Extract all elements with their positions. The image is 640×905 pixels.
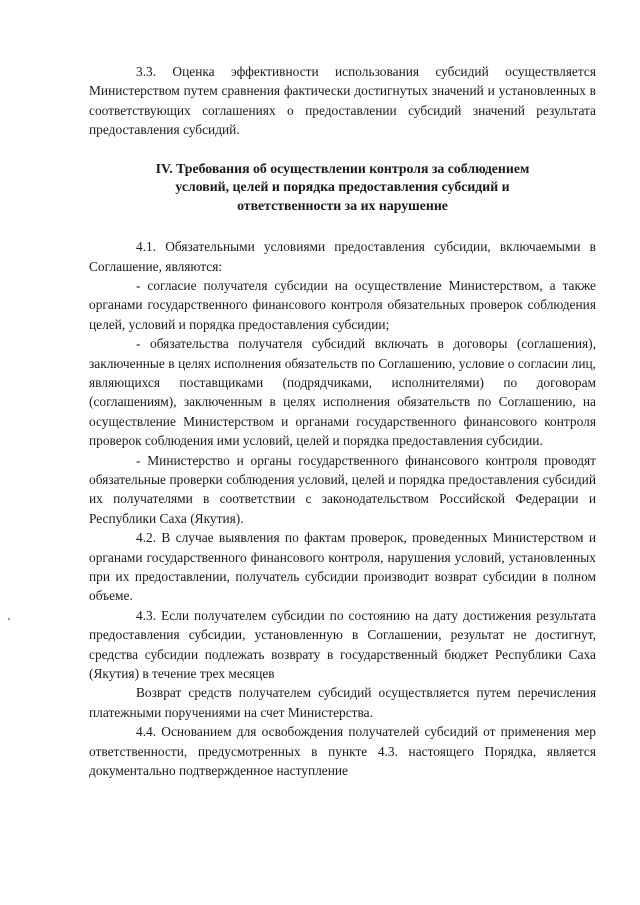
scan-artifact-dot — [8, 618, 10, 620]
paragraph-4-1-inspections: - Министерство и органы государственного финансового контроля проводят обязательные проверки соблюдения условий, целей и порядка предоставления субсидий их получателями в соответствии с законодательством Российской Федерации и Республики Саха (Якутия). — [89, 452, 596, 526]
paragraph-4-4: 4.4. Основанием для освобождения получателей субсидий от применения мер ответственности, предусмотренных в пункте 4.3. настоящего Порядка, является документально подтвержденное наступление — [89, 724, 596, 779]
paragraph-4-1: 4.1. Обязательными условиями предоставления субсидии, включаемыми в Соглашение, являются: — [89, 239, 596, 274]
paragraph-4-1-obligations: - обязательства получателя субсидий включать в договоры (соглашения), заключенные в целях исполнения обязательств по Соглашению, условие о согласии лиц, являющихся поставщиками (подрядчиками, исполнителями) по договорам (соглашениям), заключенным в целях исполнения обязательств по Соглашению, на осуществление Министерством и органами государственного финансового контроля проверок соблюдения ими условий, целей и порядка предоставления субсидии. — [89, 336, 596, 449]
paragraph-4-3-refund: Возврат средств получателем субсидий осуществляется путем перечисления платежными поручениями на счет Министерства. — [89, 685, 596, 720]
paragraph-4-2: 4.2. В случае выявления по фактам проверок, проведенных Министерством и органами государственного финансового контроля, нарушения условий, установленных при их предоставлении, получатель субсидии производит возврат субсидии в полном объеме. — [89, 530, 596, 604]
paragraph-3-3: 3.3. Оценка эффективности использования субсидий осуществляется Министерством путем сравнения фактически достигнутых значений и установленных в соответствующих соглашениях о предоставлении субсидий значений результата предоставления субсидий. — [89, 64, 596, 138]
section-heading-line-1: IV. Требования об осуществлении контроля за соблюдением — [155, 160, 530, 176]
document-body — [89, 62, 596, 781]
section-heading — [89, 160, 596, 216]
paragraph-4-3: 4.3. Если получателем субсидии по состоянию на дату достижения результата предоставления субсидии, установленную в Соглашении, результат не достигнут, средства субсидии подлежать возврату в государственный бюджет Республики Саха (Якутия) в течение трех месяцев — [89, 607, 596, 682]
section-heading-line-3: ответственности за их нарушение — [237, 197, 448, 213]
paragraph-4-1-consent: - согласие получателя субсидии на осуществление Министерством, а также органами государственного финансового контроля обязательных проверок соблюдения целей, условий и порядка предоставления субсидии; — [89, 277, 596, 332]
section-heading-line-2: условий, целей и порядка предоставления субсидий и — [175, 179, 510, 195]
